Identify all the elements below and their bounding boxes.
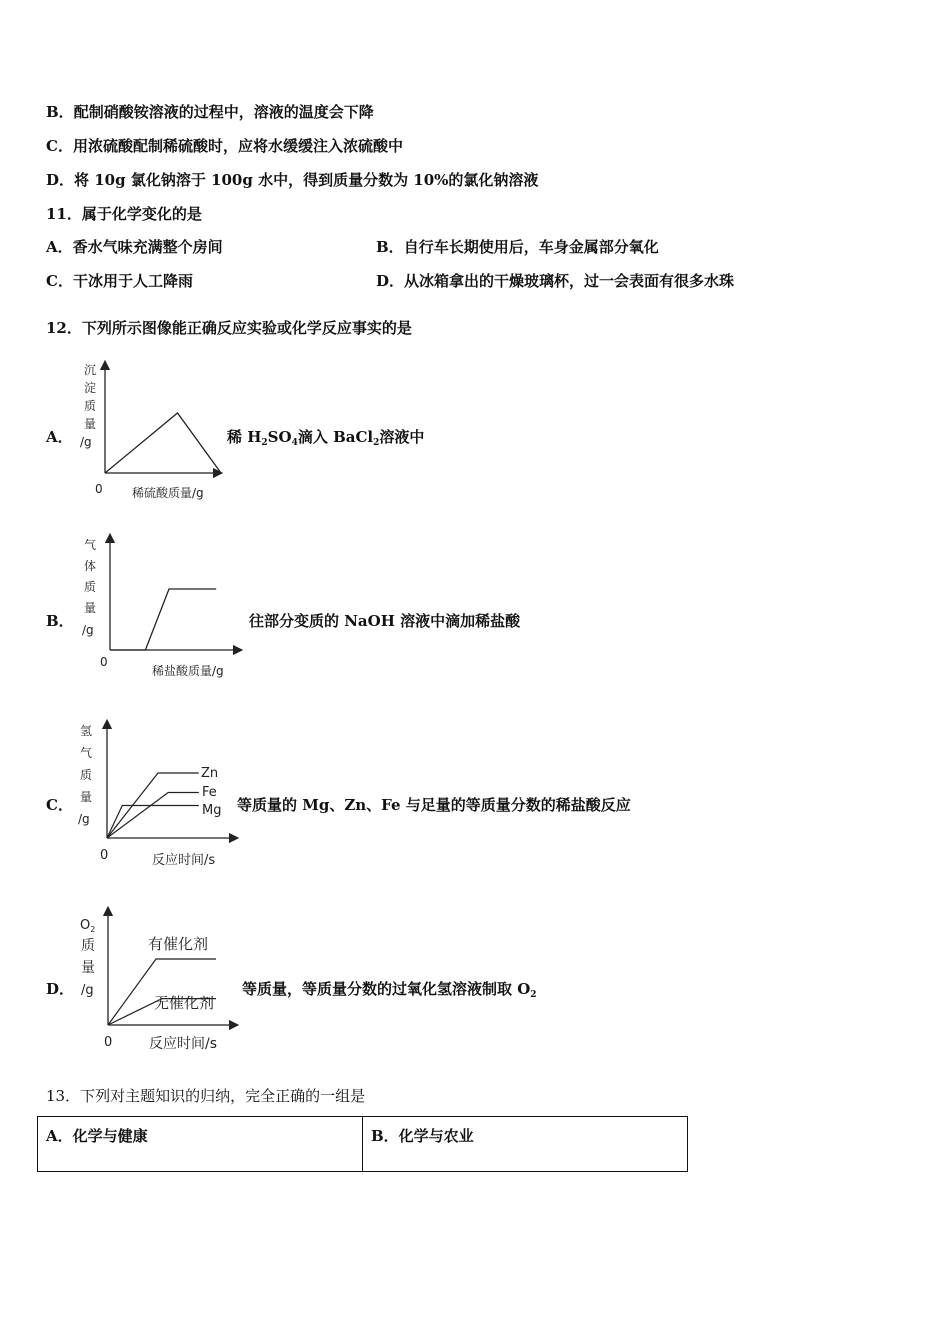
- curve-with-catalyst: [108, 959, 216, 1025]
- graph-c: [74, 716, 239, 871]
- caption-text: 等质量，等质量分数的过氧化氢溶液制取 O: [242, 980, 531, 998]
- q13-cell-a[interactable]: A．化学与健康: [38, 1117, 363, 1172]
- y-label-char: 质: [84, 580, 97, 594]
- option-text: 从冰箱拿出的干燥玻璃杯，过一会表面有很多水珠: [404, 272, 735, 290]
- option-text: 香水气味充满整个房间: [72, 238, 223, 256]
- y-label-subscript: 2: [90, 925, 96, 934]
- origin-label: 0: [95, 482, 103, 496]
- option-letter: B．: [46, 103, 74, 121]
- option-letter: B．: [376, 238, 404, 256]
- q11-option-a[interactable]: [46, 237, 223, 257]
- y-label-char: 质: [84, 399, 97, 413]
- option-letter: C．: [46, 272, 73, 290]
- q12-option-b-letter[interactable]: B．: [46, 612, 74, 630]
- y-label-char: 量: [81, 960, 95, 976]
- x-axis-label: 反应时间/s: [149, 1036, 218, 1052]
- y-label-char: /g: [78, 812, 90, 826]
- q12-caption-b: 往部分变质的 NaOH 溶液中滴加稀盐酸: [249, 612, 521, 630]
- y-label-char: 沉: [84, 363, 97, 377]
- series-label-without-catalyst: 无催化剂: [154, 994, 215, 1012]
- origin-label: 0: [104, 1035, 113, 1050]
- graph-a: [70, 355, 230, 505]
- x-axis-label: 反应时间/s: [152, 853, 216, 868]
- q12-option-a-letter[interactable]: A．: [46, 428, 73, 446]
- y-label-char: 气: [80, 746, 93, 760]
- y-label-char: 氢: [80, 724, 93, 738]
- x-axis-label: 稀盐酸质量/g: [152, 664, 224, 678]
- option-letter: A．: [46, 238, 73, 256]
- caption-text: 稀 H: [227, 428, 262, 446]
- curve-gas: [110, 589, 216, 650]
- caption-text: 溶液中: [379, 428, 425, 446]
- y-label-char: 量: [84, 417, 97, 431]
- subscript: 4: [291, 438, 298, 448]
- subscript: 2: [261, 438, 268, 448]
- option-text: 用浓硫酸配制稀硫酸时，应将水缓缓注入浓硫酸中: [72, 137, 403, 155]
- option-letter: D．: [376, 272, 405, 290]
- prev-option-b[interactable]: [46, 102, 374, 122]
- curve-fe: [107, 793, 199, 839]
- option-letter: D．: [46, 171, 75, 189]
- option-text: 配制硝酸铵溶液的过程中，溶液的温度会下降: [73, 103, 374, 121]
- graph-d: [76, 905, 246, 1055]
- caption-text: 滴入 BaCl: [297, 428, 374, 446]
- q12-caption-c: 等质量的 Mg、Zn、Fe 与足量的等质量分数的稀盐酸反应: [237, 796, 631, 814]
- y-label-char: 量: [84, 601, 97, 615]
- x-axis-label: 稀硫酸质量/g: [132, 486, 204, 500]
- q13-stem: 13．下列对主题知识的归纳，完全正确的一组是: [46, 1087, 366, 1105]
- series-label-zn: Zn: [201, 766, 219, 781]
- curve-mg: [107, 806, 199, 839]
- q12-stem: 12．下列所示图像能正确反应实验或化学反应事实的是: [46, 319, 412, 337]
- option-text: 将 10g 氯化钠溶于 100g 水中，得到质量分数为 10%的氯化钠溶液: [74, 171, 539, 189]
- q12-caption-a: [227, 426, 424, 448]
- option-letter: C．: [46, 137, 73, 155]
- q12-option-c-letter[interactable]: C．: [46, 796, 73, 814]
- q12-caption-d: [242, 978, 537, 1000]
- y-label-char: /g: [81, 983, 94, 998]
- y-label-char: 淀: [84, 381, 97, 395]
- series-label-fe: Fe: [202, 785, 217, 800]
- caption-text: SO: [267, 428, 292, 446]
- y-label-char: 气: [84, 538, 97, 552]
- subscript: 2: [530, 990, 537, 1000]
- y-label-char: /g: [82, 623, 94, 637]
- q11-option-d[interactable]: [376, 271, 734, 291]
- option-text: 干冰用于人工降雨: [72, 272, 193, 290]
- prev-option-d[interactable]: [46, 170, 538, 190]
- q13-cell-b[interactable]: B．化学与农业: [363, 1117, 688, 1172]
- y-label-char: 体: [84, 559, 97, 573]
- subscript: 2: [373, 438, 380, 448]
- option-text: 自行车长期使用后，车身金属部分氧化: [403, 238, 659, 256]
- y-label-o: O: [80, 918, 91, 933]
- curve-precipitate: [105, 413, 221, 473]
- y-label-char: 量: [80, 790, 93, 804]
- q11-stem: 11．属于化学变化的是: [46, 205, 202, 223]
- series-label-mg: Mg: [202, 803, 222, 818]
- q11-option-c[interactable]: [46, 271, 193, 291]
- q11-option-b[interactable]: [376, 237, 659, 257]
- series-label-with-catalyst: 有催化剂: [148, 935, 209, 953]
- y-label-char: 质: [81, 938, 95, 954]
- y-label-o2: [80, 918, 95, 934]
- origin-label: 0: [100, 655, 108, 669]
- q12-option-d-letter[interactable]: D．: [46, 980, 75, 998]
- y-label-char: 质: [80, 768, 93, 782]
- y-label-char: /g: [80, 435, 92, 449]
- origin-label: 0: [100, 848, 109, 863]
- prev-option-c[interactable]: [46, 136, 403, 156]
- graph-b: [76, 530, 251, 680]
- q13-table: [37, 1116, 688, 1172]
